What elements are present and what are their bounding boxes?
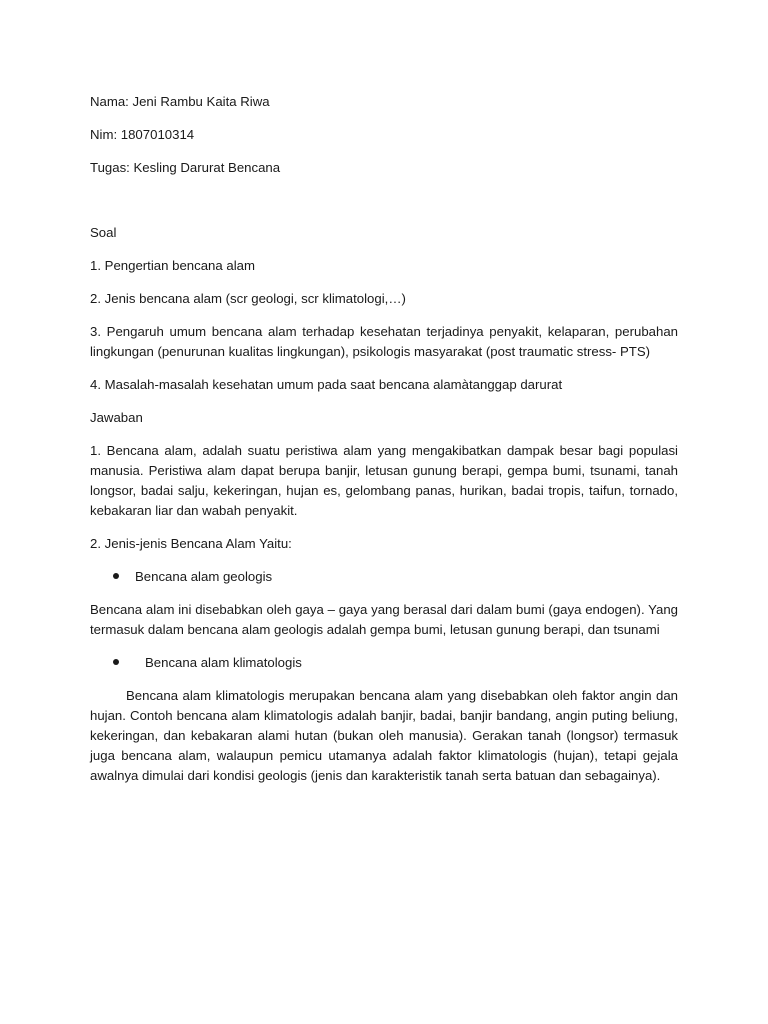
bullet-label: Bencana alam klimatologis bbox=[145, 655, 302, 670]
soal-item-4: 4. Masalah-masalah kesehatan umum pada saat bencana alamàtanggap darurat bbox=[90, 377, 563, 392]
jawaban-answer-1: 1. Bencana alam, adalah suatu peristiwa alam yang mengakibatkan dampak besar bagi populasi manusia. Peristiwa alam dapat berupa banjir, letusan gunung berapi, gempa bumi, tsunami, tanah longsor, badai salju, kekeringan, hujan es, gelombang panas, hurikan, badai tropis, taifun, tornado, kebakaran liar dan wabah penyakit. bbox=[90, 443, 678, 518]
spacer bbox=[90, 191, 678, 223]
assignment-title: Tugas: Kesling Darurat Bencana bbox=[90, 160, 281, 175]
bullet-text-klimatologis: Bencana alam klimatologis merupakan bencana alam yang disebabkan oleh faktor angin dan hujan. Contoh bencana alam klimatologis adalah banjir, badai, banjir bandang, angin puting beliung, kekeringan, dan kebakaran alami hutan (bukan oleh manusia). Gerakan tanah (longsor) termasuk juga bencana alam, walaupun pemicu utamanya adalah faktor klimatologis (hujan), tetapi gejala awalnya dimulai dari kondisi geologis (jenis dan karakteristik tanah serta batuan dan sebagainya). bbox=[90, 688, 678, 783]
bullet-item-klimatologis bbox=[90, 653, 678, 673]
jawaban-heading: Jawaban bbox=[90, 410, 143, 425]
soal-item-2: 2. Jenis bencana alam (scr geologi, scr klimatologi,…) bbox=[90, 291, 406, 306]
jawaban-answer-2-intro: 2. Jenis-jenis Bencana Alam Yaitu: bbox=[90, 536, 292, 551]
student-name: Nama: Jeni Rambu Kaita Riwa bbox=[90, 94, 270, 109]
soal-heading: Soal bbox=[90, 225, 117, 240]
bullet-icon bbox=[113, 659, 119, 665]
bullet-label: Bencana alam geologis bbox=[135, 569, 273, 584]
bullet-item-geologis bbox=[90, 567, 678, 587]
bullet-icon bbox=[113, 573, 119, 579]
student-nim: Nim: 1807010314 bbox=[90, 127, 195, 142]
soal-item-1: 1. Pengertian bencana alam bbox=[90, 258, 255, 273]
document-body bbox=[90, 92, 678, 799]
bullet-text-geologis: Bencana alam ini disebabkan oleh gaya – gaya yang berasal dari dalam bumi (gaya endogen). Yang termasuk dalam bencana alam geologis adalah gempa bumi, letusan gunung berapi, dan tsunami bbox=[90, 602, 678, 637]
soal-item-3: 3. Pengaruh umum bencana alam terhadap kesehatan terjadinya penyakit, kelaparan, perubahan lingkungan (penurunan kualitas lingkungan), psikologis masyarakat (post traumatic stress- PTS) bbox=[90, 324, 678, 359]
